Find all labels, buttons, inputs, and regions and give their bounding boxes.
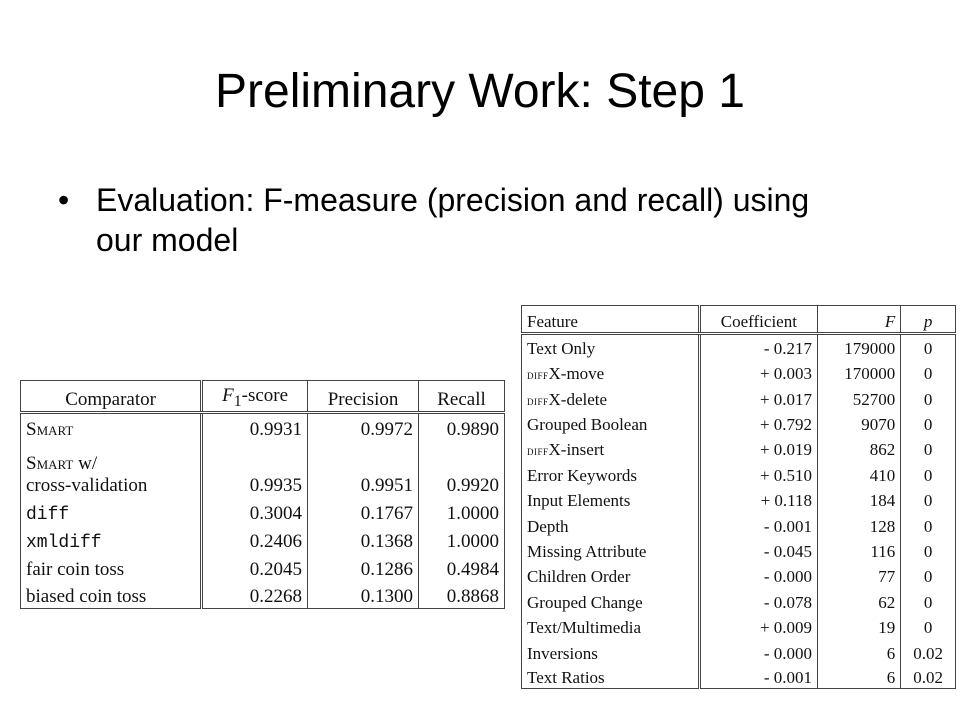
cell-p: 0 <box>901 537 956 562</box>
cell-p: 0 <box>901 359 956 384</box>
cell-precision: 0.1767 <box>308 497 419 525</box>
cell-coefficient: - 0.001 <box>699 664 817 689</box>
cell-p: 0 <box>901 410 956 435</box>
feature-table-header <box>522 306 956 334</box>
bullet-text: Evaluation: F-measure (precision and recall) using our model <box>96 182 810 258</box>
cell-coefficient: - 0.045 <box>699 537 817 562</box>
cell-p: 0.02 <box>901 638 956 663</box>
cell-feature-name: Grouped Change <box>527 592 643 612</box>
cell-f: 62 <box>818 587 901 612</box>
table-row <box>21 413 505 441</box>
header-recall: Recall <box>419 381 505 413</box>
cell-feature-name: Text Ratios <box>527 668 605 688</box>
cell-f: 6 <box>818 638 901 663</box>
table-row <box>522 410 956 435</box>
cell-coefficient: + 0.003 <box>699 359 817 384</box>
table-row <box>522 435 956 460</box>
cell-p: 0 <box>901 435 956 460</box>
cell-precision: 0.1286 <box>308 553 419 581</box>
table-row <box>21 441 505 497</box>
header-f1-score: $F_1$-score <box>202 381 308 413</box>
cell-feature-name: Input Elements <box>527 491 631 511</box>
header-coefficient: Coefficient <box>699 306 817 334</box>
cell-recall: 0.4984 <box>419 553 505 581</box>
cell-f1: 0.2045 <box>202 553 308 581</box>
header-f1-subscript: 1 <box>233 393 242 410</box>
cell-feature <box>522 511 700 536</box>
cell-comparator: biased coin toss <box>26 586 147 607</box>
cell-coefficient: - 0.000 <box>699 562 817 587</box>
cell-coefficient: + 0.792 <box>699 410 817 435</box>
feature-table <box>521 305 956 689</box>
cell-feature-name: Text Only <box>527 338 596 358</box>
cell-precision: 0.1300 <box>308 581 419 609</box>
cell-precision: 0.1368 <box>308 525 419 553</box>
cell-f1: 0.9935 <box>202 441 308 497</box>
slide-title: Preliminary Work: Step 1 <box>215 65 745 118</box>
cell-f: 862 <box>818 435 901 460</box>
comparator-table-header <box>21 381 505 413</box>
cell-f: 128 <box>818 511 901 536</box>
cell-feature <box>522 486 700 511</box>
cell-feature-name: Text/Multimedia <box>527 618 642 638</box>
table-row <box>522 359 956 384</box>
cell-p: 0 <box>901 587 956 612</box>
table-row <box>21 553 505 581</box>
cell-feature-name: Grouped Boolean <box>527 415 648 435</box>
table-row <box>522 511 956 536</box>
table-row <box>21 497 505 525</box>
cell-coefficient: - 0.078 <box>699 587 817 612</box>
header-p: p <box>901 306 956 334</box>
cell-coefficient: + 0.510 <box>699 460 817 485</box>
bullet-item <box>58 180 858 260</box>
table-row <box>522 486 956 511</box>
cell-p: 0 <box>901 613 956 638</box>
cell-feature <box>522 613 700 638</box>
cell-feature <box>522 562 700 587</box>
cell-coefficient: + 0.019 <box>699 435 817 460</box>
table-row <box>522 460 956 485</box>
cell-precision: 0.9972 <box>308 413 419 441</box>
cell-feature-name: Depth <box>527 516 569 536</box>
cell-feature <box>522 460 700 485</box>
cell-p: 0 <box>901 562 956 587</box>
header-feature: Feature <box>522 306 700 334</box>
cell-feature <box>522 587 700 612</box>
cell-feature-name: Inversions <box>527 643 598 663</box>
cell-p: 0 <box>901 511 956 536</box>
cell-feature-name: Error Keywords <box>527 465 637 485</box>
table-row <box>522 613 956 638</box>
table-row <box>522 384 956 409</box>
cell-comparator: Smart <box>26 418 74 440</box>
table-row <box>522 587 956 612</box>
cell-f: 170000 <box>818 359 901 384</box>
table-row <box>522 638 956 663</box>
cell-comparator-suffix: w/ <box>73 452 98 474</box>
cell-feature <box>522 638 700 663</box>
cell-feature-name: X-insert <box>548 440 605 460</box>
comparator-table <box>20 380 505 609</box>
cell-comparator: diff <box>26 504 70 525</box>
table-row <box>522 664 956 689</box>
cell-comparator-line2: cross-validation <box>26 474 148 496</box>
cell-feature <box>522 410 700 435</box>
cell-p: 0 <box>901 486 956 511</box>
cell-f1: 0.3004 <box>202 497 308 525</box>
cell-feature-prefix: diff <box>527 392 549 408</box>
cell-feature <box>522 384 700 409</box>
cell-comparator-name: Smart <box>26 452 74 474</box>
cell-f: 179000 <box>818 334 901 359</box>
cell-p: 0.02 <box>901 664 956 689</box>
cell-f: 9070 <box>818 410 901 435</box>
header-f: F <box>818 306 901 334</box>
cell-f1: 0.2406 <box>202 525 308 553</box>
cell-f: 19 <box>818 613 901 638</box>
cell-feature-name: X-move <box>548 364 605 384</box>
cell-precision: 0.9951 <box>308 441 419 497</box>
cell-f: 116 <box>818 537 901 562</box>
header-comparator: Comparator <box>21 381 202 413</box>
cell-feature <box>522 537 700 562</box>
cell-coefficient: + 0.118 <box>699 486 817 511</box>
table-row <box>21 581 505 609</box>
cell-f1: 0.2268 <box>202 581 308 609</box>
cell-coefficient: + 0.017 <box>699 384 817 409</box>
cell-coefficient: - 0.000 <box>699 638 817 663</box>
table-row <box>522 537 956 562</box>
cell-feature-name: X-delete <box>548 389 608 409</box>
header-f1-label: -score <box>241 385 289 407</box>
cell-recall: 1.0000 <box>419 497 505 525</box>
cell-f: 6 <box>818 664 901 689</box>
cell-feature <box>522 359 700 384</box>
cell-f: 184 <box>818 486 901 511</box>
cell-feature-prefix: diff <box>527 367 549 383</box>
cell-feature <box>522 664 700 689</box>
cell-coefficient: - 0.217 <box>699 334 817 359</box>
feature-table-body <box>522 334 956 689</box>
cell-feature <box>522 334 700 359</box>
cell-p: 0 <box>901 384 956 409</box>
cell-f: 77 <box>818 562 901 587</box>
cell-coefficient: - 0.001 <box>699 511 817 536</box>
cell-feature-name: Children Order <box>527 567 631 587</box>
cell-feature-prefix: diff <box>527 443 549 459</box>
cell-recall: 1.0000 <box>419 525 505 553</box>
table-row <box>21 525 505 553</box>
bullet-dot: • <box>58 182 70 218</box>
cell-comparator <box>21 441 202 497</box>
table-row <box>522 334 956 359</box>
cell-feature-name: Missing Attribute <box>527 542 647 562</box>
cell-recall: 0.8868 <box>419 581 505 609</box>
cell-feature <box>522 435 700 460</box>
header-precision: Precision <box>308 381 419 413</box>
cell-f: 52700 <box>818 384 901 409</box>
cell-p: 0 <box>901 334 956 359</box>
cell-f: 410 <box>818 460 901 485</box>
cell-p: 0 <box>901 460 956 485</box>
table-row <box>522 562 956 587</box>
cell-recall: 0.9920 <box>419 441 505 497</box>
cell-comparator: fair coin toss <box>26 558 125 580</box>
cell-coefficient: + 0.009 <box>699 613 817 638</box>
cell-f1: 0.9931 <box>202 413 308 441</box>
cell-recall: 0.9890 <box>419 413 505 441</box>
cell-comparator: xmldiff <box>26 532 102 553</box>
